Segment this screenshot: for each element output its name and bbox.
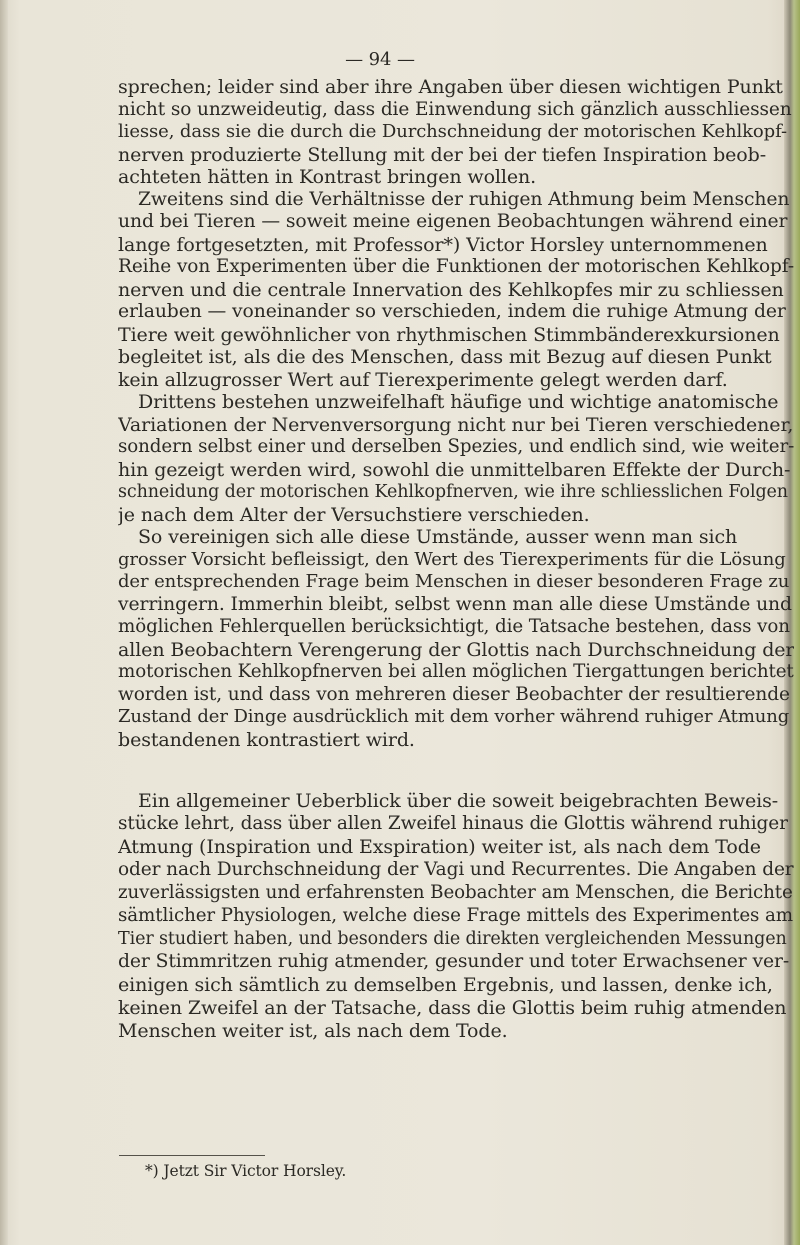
text-line: Variationen der Nervenversorgung nicht nur bei Tieren verschiedener, xyxy=(118,413,794,436)
text-line: nerven produzierte Stellung mit der bei der tiefen Inspiration beob- xyxy=(118,143,767,166)
text-line: nerven und die centrale Innervation des Kehlkopfes mir zu schliessen xyxy=(118,278,784,301)
text-line: worden ist, und dass von mehreren dieser Beobachter der resultierende xyxy=(118,683,790,705)
text-line: der Stimmritzen ruhig atmender, gesunder und toter Erwachsener ver- xyxy=(118,951,790,972)
text-line: So vereinigen sich alle diese Umstände, ausser wenn man sich xyxy=(138,526,738,548)
text-line: hin gezeigt werden wird, sowohl die unmittelbaren Effekte der Durch- xyxy=(118,458,791,481)
text-line: begleitet ist, als die des Menschen, dass mit Bezug auf diesen Punkt xyxy=(118,346,772,368)
text-line: Atmung (Inspiration und Exspiration) weiter ist, als nach dem Tode xyxy=(118,836,761,858)
text-line: grosser Vorsicht befleissigt, den Wert des Tierexperiments für die Lösung xyxy=(118,548,786,570)
text-line: möglichen Fehlerquellen berücksichtigt, die Tatsache bestehen, dass von xyxy=(118,616,790,637)
text-line: der entsprechenden Frage beim Menschen in dieser besonderen Frage zu xyxy=(118,571,790,592)
text-line: schneidung der motorischen Kehlkopfnerven, wie ihre schliesslichen Folgen xyxy=(118,482,788,502)
text-line: Menschen weiter ist, als nach dem Tode. xyxy=(118,1020,508,1042)
text-line: Ein allgemeiner Ueberblick über die soweit beigebrachten Beweis- xyxy=(138,790,779,812)
text-line: verringern. Immerhin bleibt, selbst wenn man alle diese Umstände und xyxy=(118,593,792,615)
text-line: erlauben — voneinander so verschieden, indem die ruhige Atmung der xyxy=(118,301,786,322)
text-line: achteten hätten in Kontrast bringen wollen. xyxy=(118,166,537,188)
text-line: je nach dem Alter der Versuchstiere verschieden. xyxy=(118,503,590,526)
text-line: einigen sich sämtlich zu demselben Ergebnis, und lassen, denke ich, xyxy=(118,974,773,996)
text-line: und bei Tieren — soweit meine eigenen Beobachtungen während einer xyxy=(118,211,788,232)
text-line: liesse, dass sie die durch die Durchschneidung der motorischen Kehlkopf- xyxy=(118,121,787,142)
footnote-divider xyxy=(119,1155,265,1156)
text-line: nicht so unzweideutig, dass die Einwendung sich gänzlich ausschliessen xyxy=(118,98,792,120)
text-line: sprechen; leider sind aber ihre Angaben über diesen wichtigen Punkt xyxy=(118,76,783,98)
page-number: — 94 — xyxy=(345,49,415,70)
text-line: motorischen Kehlkopfnerven bei allen möglichen Tiergattungen berichtet xyxy=(118,661,794,682)
text-line: Tiere weit gewöhnlicher von rhythmischen Stimmbänderexkursionen xyxy=(118,323,780,346)
text-line: Reihe von Experimenten über die Funktionen der motorischen Kehlkopf- xyxy=(118,256,794,277)
text-line: sondern selbst einer und derselben Spezies, und endlich sind, wie weiter- xyxy=(118,436,794,457)
text-line: Zustand der Dinge ausdrücklich mit dem vorher während ruhiger Atmung xyxy=(118,706,790,727)
text-line: kein allzugrosser Wert auf Tierexperimente gelegt werden darf. xyxy=(118,368,728,391)
footnote: *) Jetzt Sir Victor Horsley. xyxy=(145,1162,347,1180)
text-line: allen Beobachtern Verengerung der Glottis nach Durchschneidung der xyxy=(118,638,794,661)
text-line: lange fortgesetzten, mit Professor*) Victor Horsley unternommenen xyxy=(118,233,768,256)
text-line: Zweitens sind die Verhältnisse der ruhigen Athmung beim Menschen xyxy=(138,188,790,210)
text-line: oder nach Durchschneidung der Vagi und Recurrentes. Die Angaben der xyxy=(118,859,794,880)
text-line: keinen Zweifel an der Tatsache, dass die Glottis beim ruhig atmenden xyxy=(118,997,787,1019)
text-line: bestandenen kontrastiert wird. xyxy=(118,728,415,751)
text-line: Tier studiert haben, und besonders die direkten vergleichenden Messungen xyxy=(118,929,787,949)
text-line: zuverlässigsten und erfahrensten Beobachter am Menschen, die Berichte xyxy=(118,882,793,903)
text-line: sämtlicher Physiologen, welche diese Frage mittels des Experimentes am xyxy=(118,905,793,926)
text-line: stücke lehrt, dass über allen Zweifel hinaus die Glottis während ruhiger xyxy=(118,813,788,834)
text-line: Drittens bestehen unzweifelhaft häufige und wichtige anatomische xyxy=(138,391,779,413)
